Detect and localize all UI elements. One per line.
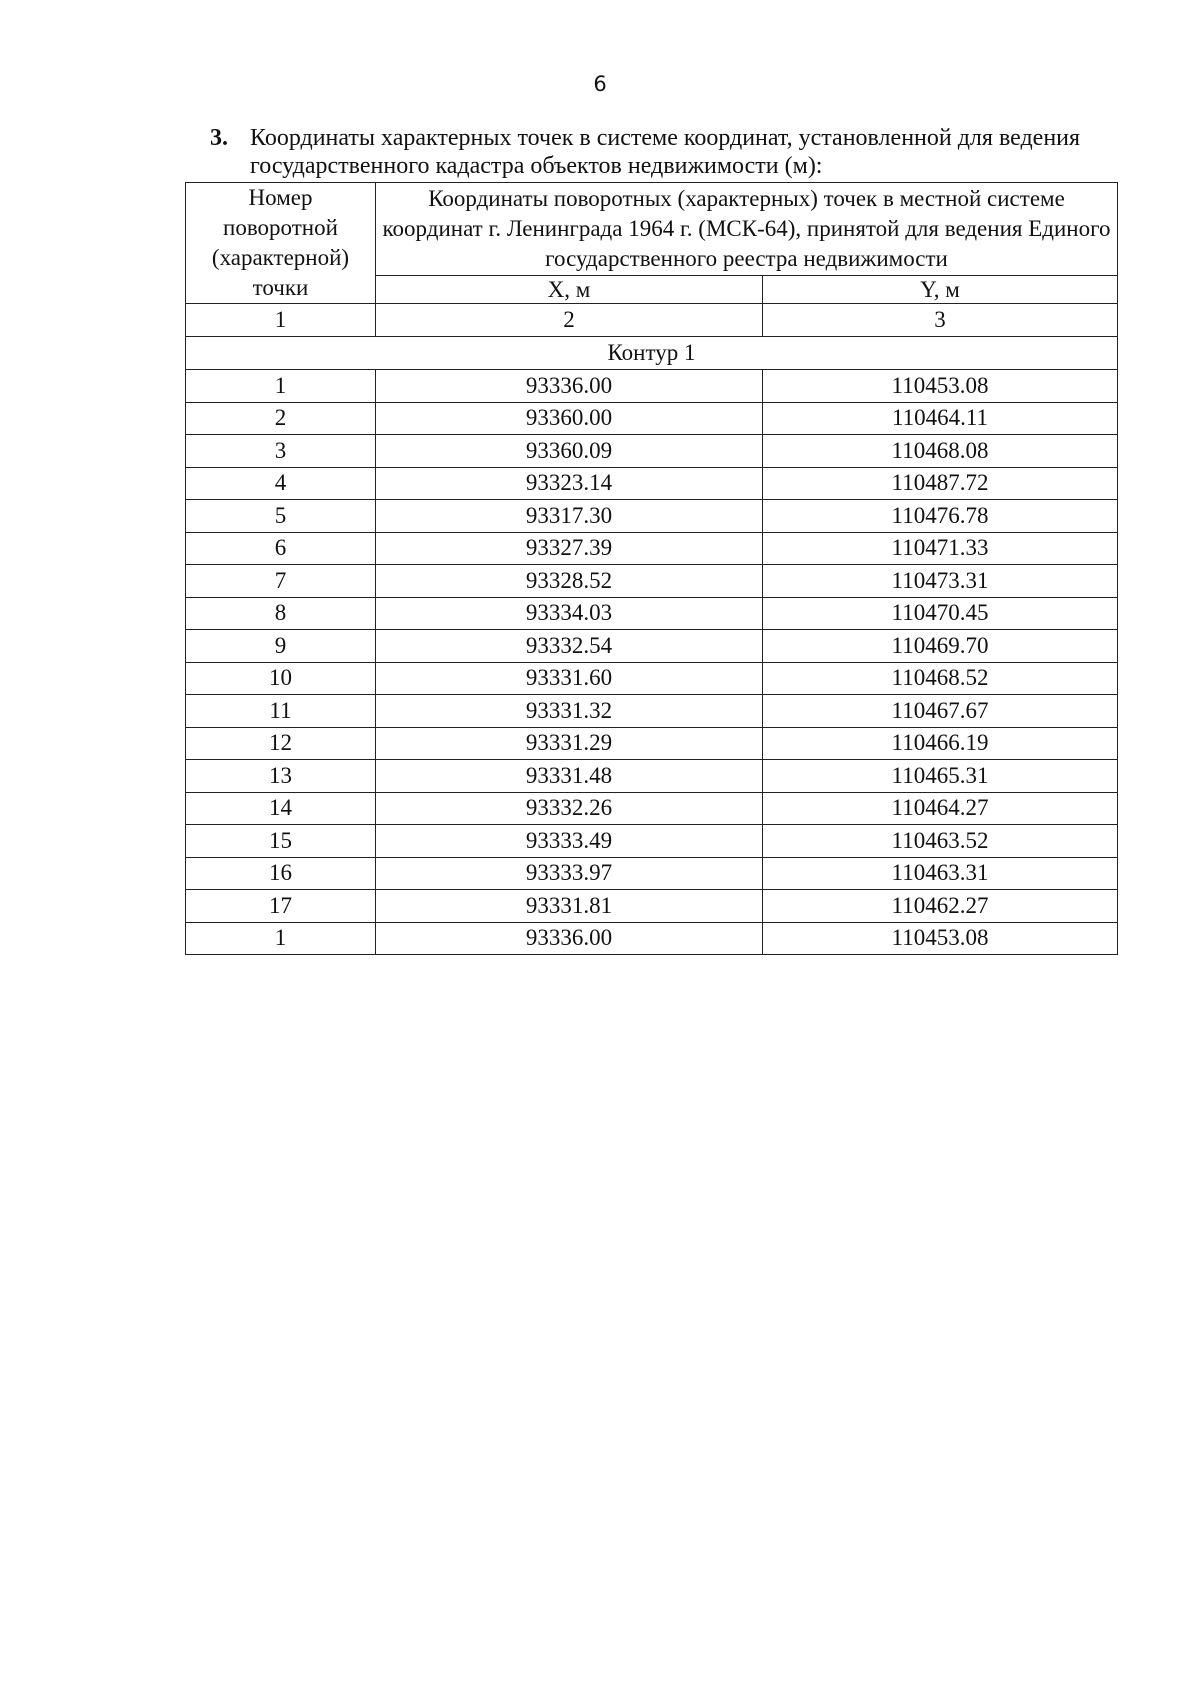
table-row	[186, 890, 1118, 923]
point-number: 6	[186, 532, 376, 565]
point-y: 110468.52	[763, 662, 1118, 695]
point-x: 93360.00	[376, 402, 763, 435]
table-row	[186, 597, 1118, 630]
point-x: 93331.81	[376, 890, 763, 923]
point-x: 93323.14	[376, 467, 763, 500]
contour-label: Контур 1	[186, 337, 1118, 370]
table-row	[186, 500, 1118, 533]
page-number: 6	[593, 72, 607, 96]
column-index-2: 2	[376, 304, 763, 337]
point-number: 8	[186, 597, 376, 630]
section-heading	[210, 124, 1110, 180]
point-number: 1	[186, 370, 376, 403]
section-number: 3.	[210, 125, 228, 151]
point-number: 10	[186, 662, 376, 695]
point-number: 13	[186, 760, 376, 793]
point-number: 16	[186, 857, 376, 890]
point-x: 93317.30	[376, 500, 763, 533]
point-x: 93332.26	[376, 792, 763, 825]
point-x: 93331.29	[376, 727, 763, 760]
point-number: 12	[186, 727, 376, 760]
point-x: 93336.00	[376, 922, 763, 955]
table-row	[186, 565, 1118, 598]
point-y: 110462.27	[763, 890, 1118, 923]
point-y: 110465.31	[763, 760, 1118, 793]
table-row	[186, 695, 1118, 728]
table-row	[186, 370, 1118, 403]
point-x: 93333.49	[376, 825, 763, 858]
point-y: 110487.72	[763, 467, 1118, 500]
point-number: 14	[186, 792, 376, 825]
point-y: 110471.33	[763, 532, 1118, 565]
point-number: 15	[186, 825, 376, 858]
point-x: 93331.48	[376, 760, 763, 793]
point-y: 110476.78	[763, 500, 1118, 533]
point-x: 93360.09	[376, 435, 763, 468]
point-number: 4	[186, 467, 376, 500]
point-x: 93334.03	[376, 597, 763, 630]
table-row	[186, 922, 1118, 955]
point-x: 93327.39	[376, 532, 763, 565]
point-y: 110453.08	[763, 922, 1118, 955]
point-y: 110463.31	[763, 857, 1118, 890]
point-y: 110468.08	[763, 435, 1118, 468]
column-index-1: 1	[186, 304, 376, 337]
point-y: 110473.31	[763, 565, 1118, 598]
point-number: 2	[186, 402, 376, 435]
point-y: 110464.11	[763, 402, 1118, 435]
section-title: Координаты характерных точек в системе координат, установленной для ведения государственного кадастра объектов недвижимости (м):	[250, 125, 1081, 179]
table-row	[186, 857, 1118, 890]
point-y: 110469.70	[763, 630, 1118, 663]
table-row	[186, 662, 1118, 695]
table-row	[186, 760, 1118, 793]
coordinates-table	[185, 182, 1118, 955]
point-number: 17	[186, 890, 376, 923]
header-x: X, м	[376, 276, 763, 304]
table-row	[186, 402, 1118, 435]
point-y: 110453.08	[763, 370, 1118, 403]
header-coordinates: Координаты поворотных (характерных) точек в местной системе координат г. Ленинграда 1964 г. (МСК-64), принятой для ведения Единого государственного реестра недвижимости	[376, 183, 1118, 276]
point-number: 11	[186, 695, 376, 728]
point-y: 110467.67	[763, 695, 1118, 728]
point-x: 93331.60	[376, 662, 763, 695]
point-x: 93331.32	[376, 695, 763, 728]
point-x: 93336.00	[376, 370, 763, 403]
table-row	[186, 792, 1118, 825]
point-y: 110464.27	[763, 792, 1118, 825]
point-x: 93333.97	[376, 857, 763, 890]
points-body	[186, 370, 1118, 955]
point-number: 9	[186, 630, 376, 663]
point-number: 1	[186, 922, 376, 955]
point-number: 5	[186, 500, 376, 533]
header-point-number: Номер поворотной (характерной) точки	[186, 183, 376, 304]
point-number: 3	[186, 435, 376, 468]
table-row	[186, 532, 1118, 565]
point-x: 93332.54	[376, 630, 763, 663]
point-number: 7	[186, 565, 376, 598]
point-y: 110463.52	[763, 825, 1118, 858]
point-y: 110470.45	[763, 597, 1118, 630]
column-index-3: 3	[763, 304, 1118, 337]
table-row	[186, 630, 1118, 663]
table-row	[186, 727, 1118, 760]
point-y: 110466.19	[763, 727, 1118, 760]
table-row	[186, 467, 1118, 500]
point-x: 93328.52	[376, 565, 763, 598]
table-row	[186, 825, 1118, 858]
table-row	[186, 435, 1118, 468]
header-y: Y, м	[763, 276, 1118, 304]
